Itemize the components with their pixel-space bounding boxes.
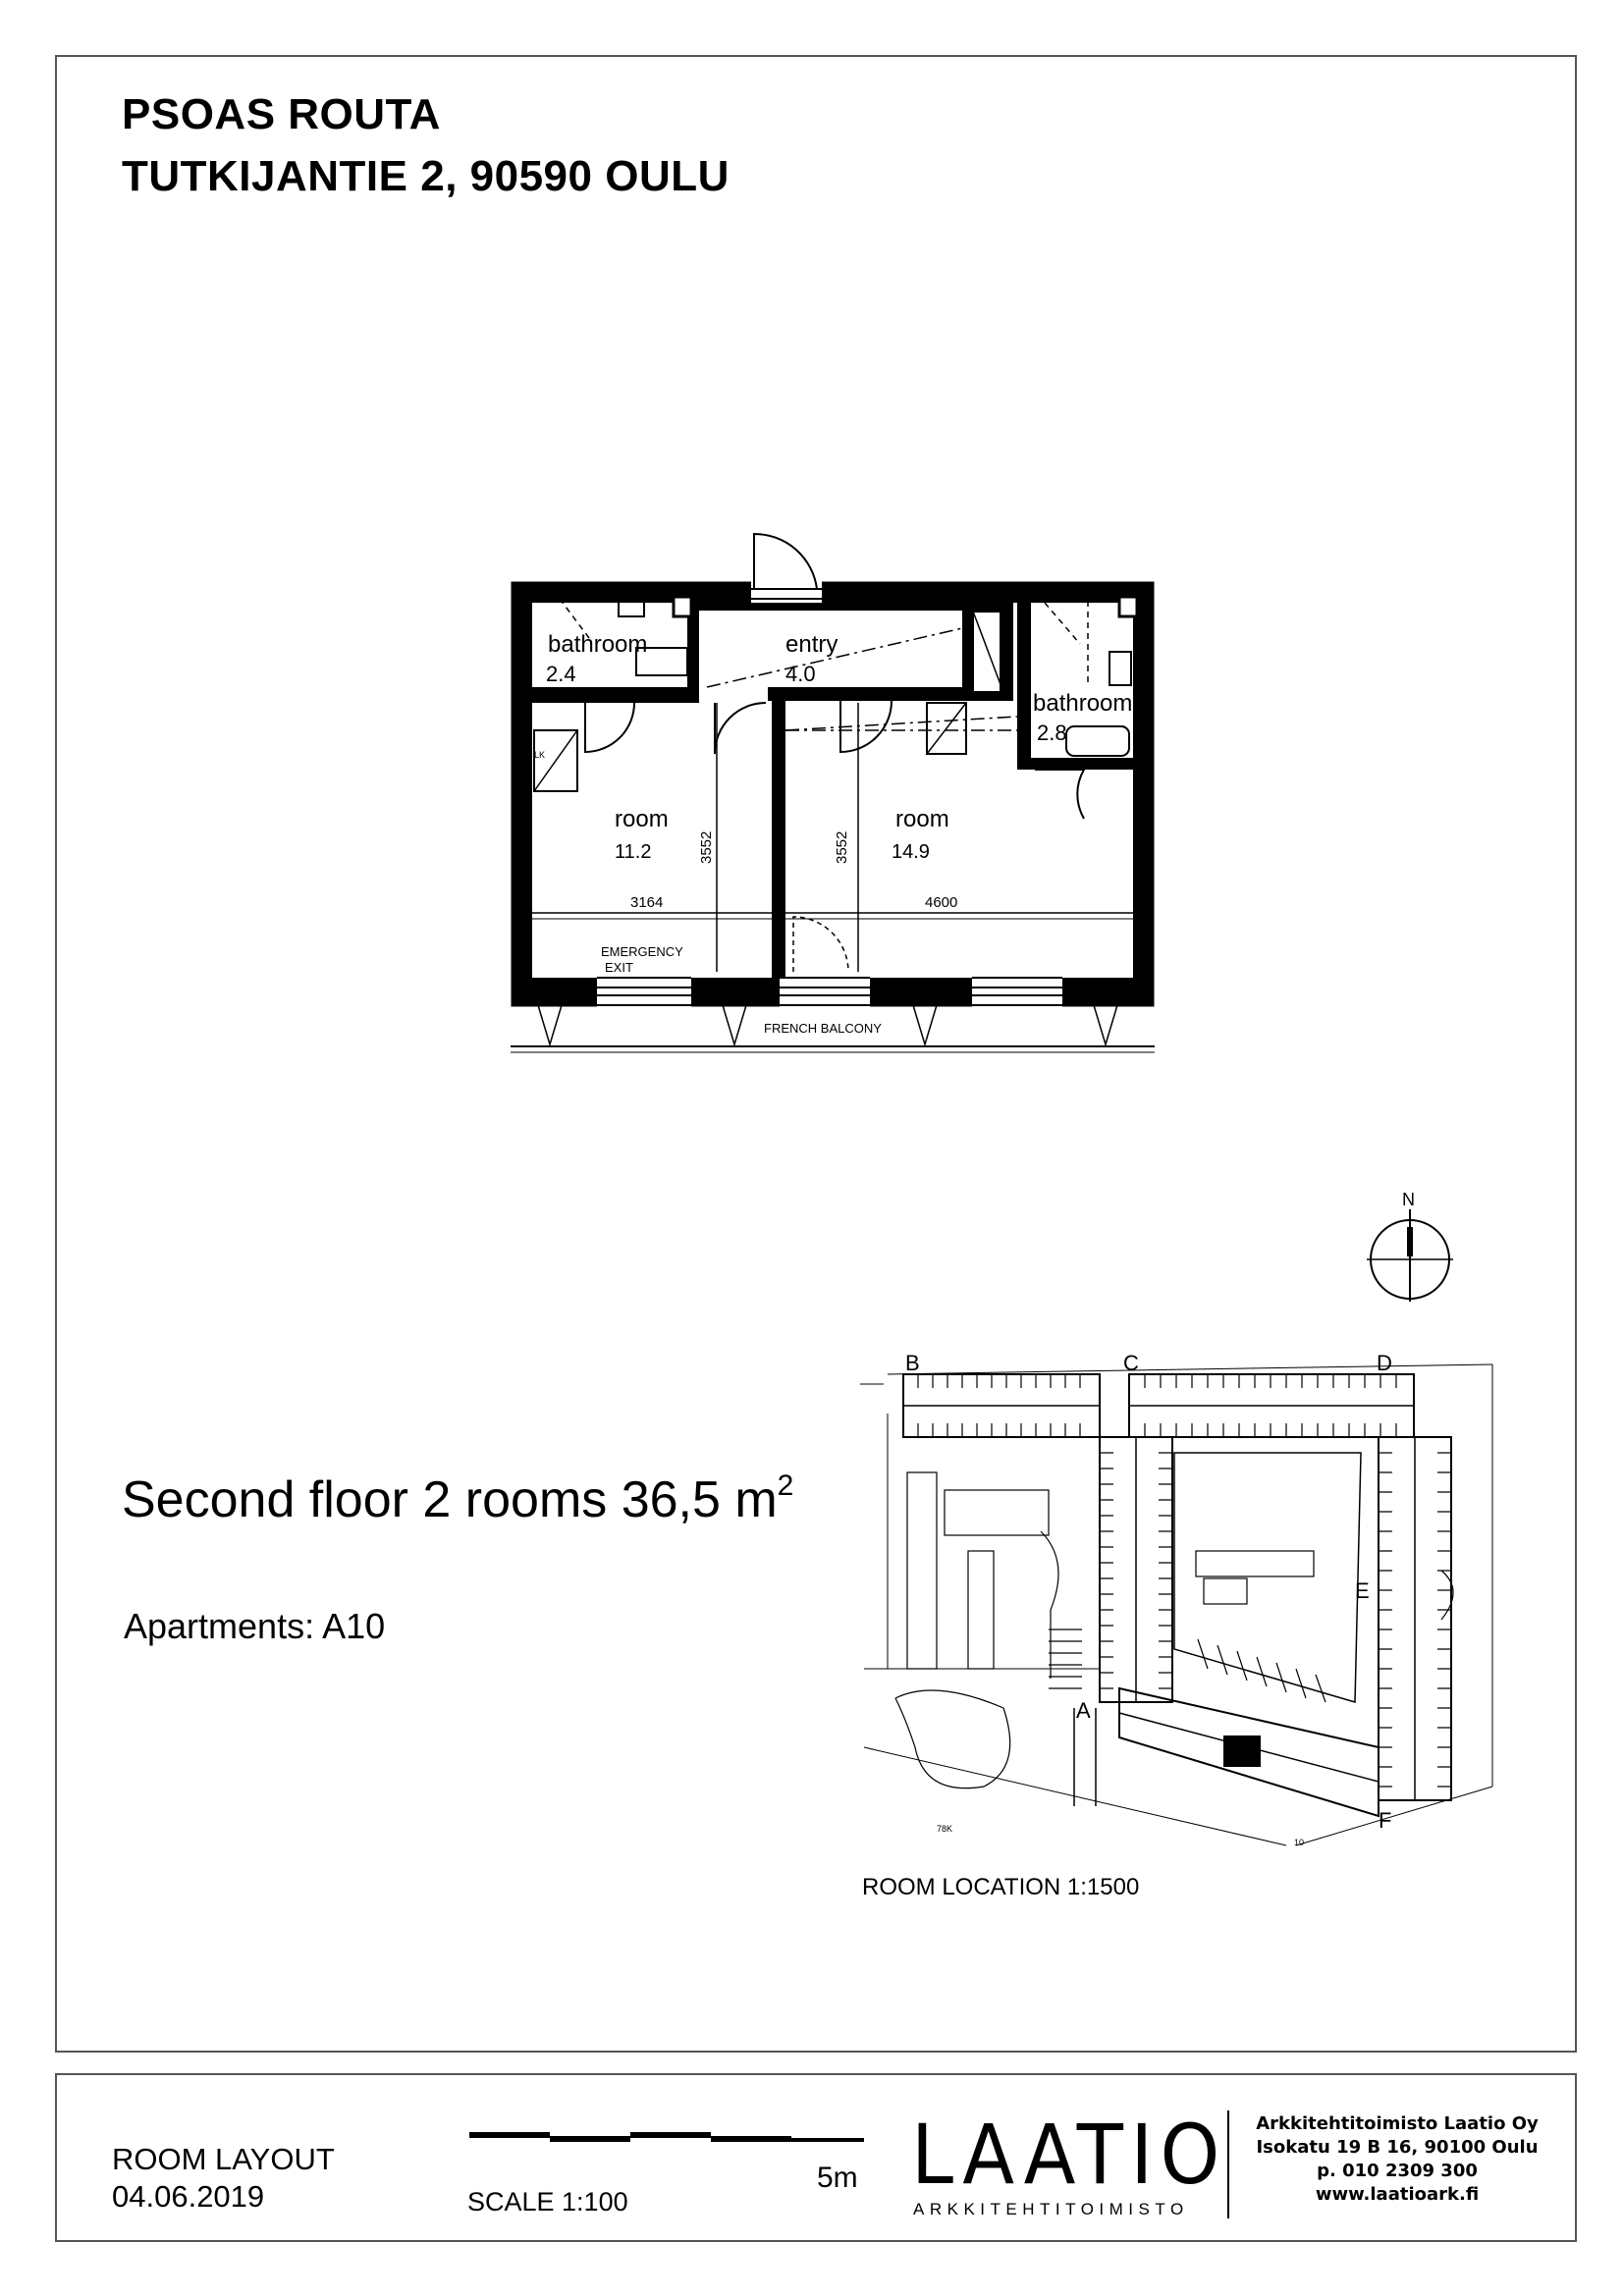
floor-summary-text: Second floor 2 rooms 36,5 m [122,1471,778,1528]
office-name: Arkkitehtitoimisto Laatio Oy [1256,2113,1539,2134]
dim-right-height: 3552 [834,830,850,864]
room-label-bathroom-1: bathroom [548,631,648,658]
emergency-label-2: EXIT [605,960,633,975]
room-area-room-2: 14.9 [892,841,930,863]
site-small-label-2: 10 [1294,1838,1305,1847]
wall-top [513,583,1153,603]
laatio-logo-subtitle: ARKKITEHTITOIMISTO [913,2200,1189,2218]
room-area-bathroom-1: 2.4 [546,662,576,686]
room-layout-label: ROOM LAYOUT [112,2142,335,2176]
site-plan-caption: ROOM LOCATION 1:1500 [862,1874,1140,1900]
staircase-label-c: C [1123,1351,1139,1375]
site-small-label-1: 78K [937,1824,953,1834]
emergency-label-1: EMERGENCY [601,944,683,959]
office-address: Isokatu 19 B 16, 90100 Oulu [1256,2137,1539,2158]
staircase-label-a: A [1076,1698,1091,1723]
floor-summary [122,1470,793,1529]
room-label-bathroom-2: bathroom [1033,690,1133,717]
staircase-label-b: B [905,1351,920,1375]
room-label-room-1: room [615,806,669,832]
site-plan [860,1364,1492,1845]
scale-label: SCALE 1:100 [467,2187,628,2216]
logo-divider [1227,2110,1229,2218]
room-label-entry: entry [785,631,839,658]
laatio-logo: LAATIO [911,2107,1227,2203]
wall-right [1133,583,1153,1005]
room-area-entry: 4.0 [785,662,816,686]
north-arrow [1367,1190,1453,1302]
office-phone: p. 010 2309 300 [1317,2161,1478,2181]
area-unit-superscript: 2 [777,1468,794,1502]
closet-label: LK [534,750,546,760]
scale-bar [469,2132,864,2142]
room-label-room-2: room [895,806,949,832]
apartments-label: Apartments: A10 [124,1606,386,1646]
staircase-label-f: F [1379,1808,1392,1833]
office-website[interactable]: www.laatioark.fi [1315,2184,1480,2205]
dim-right-width: 4600 [925,894,958,911]
project-address: TUTKIJANTIE 2, 90590 OULU [122,152,730,200]
north-label: N [1402,1190,1415,1209]
staircase-label-d: D [1377,1351,1392,1375]
dim-left-height: 3552 [698,830,715,864]
drawing-date: 04.06.2019 [112,2179,265,2214]
room-area-room-1: 11.2 [615,841,652,863]
room-area-bathroom-2: 2.8 [1037,721,1067,745]
project-name: PSOAS ROUTA [122,90,441,138]
staircase-label-e: E [1355,1578,1370,1603]
balcony-label: FRENCH BALCONY [764,1021,882,1036]
scale-length-label: 5m [817,2162,858,2194]
dim-left-width: 3164 [630,894,664,911]
wall-left [513,583,532,1005]
